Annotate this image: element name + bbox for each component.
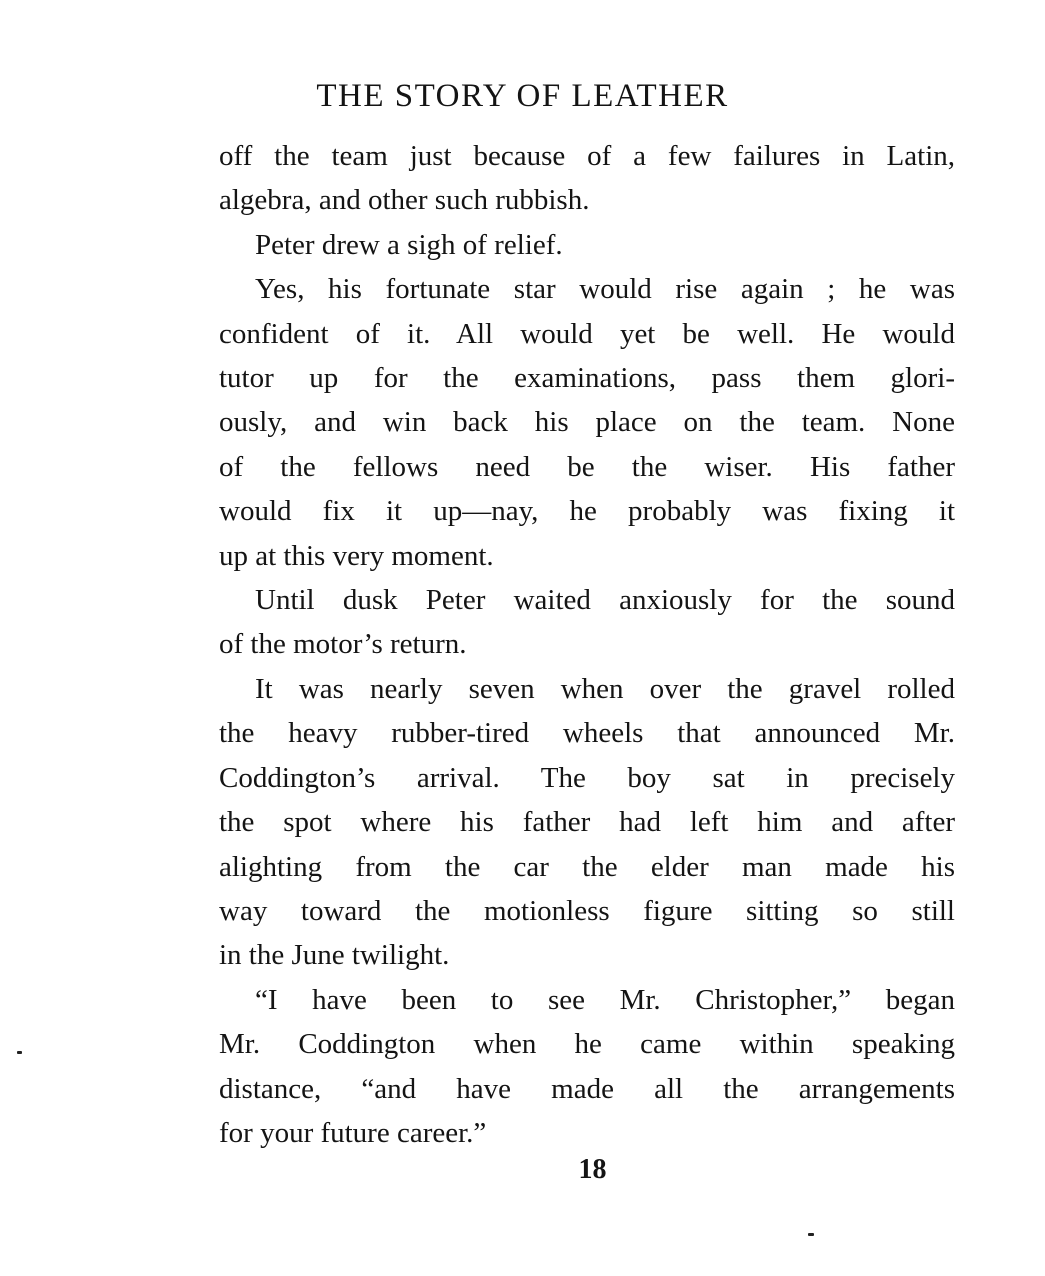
text-line: distance, “and have made all the arrangements — [219, 1072, 955, 1105]
text-line: in the June twilight. — [219, 939, 450, 972]
body-text — [219, 134, 955, 1155]
text-line: the heavy rubber-tired wheels that announced Mr. — [219, 717, 955, 750]
text-line: of the fellows need be the wiser. His father — [219, 450, 955, 483]
running-header: THE STORY OF LEATHER — [316, 78, 729, 114]
text-line: Peter drew a sigh of relief. — [255, 228, 563, 261]
text-line: Mr. Coddington when he came within speaking — [219, 1028, 955, 1061]
text-line: the spot where his father had left him and after — [219, 806, 955, 839]
scan-speck — [17, 1051, 22, 1054]
paragraph — [219, 578, 955, 667]
text-line: algebra, and other such rubbish. — [219, 184, 590, 217]
text-line: for your future career.” — [219, 1116, 487, 1149]
text-line: Yes, his fortunate star would rise again ; he was — [255, 273, 955, 306]
paragraph — [219, 978, 955, 1156]
text-line: Until dusk Peter waited anxiously for the sound — [255, 584, 955, 617]
text-line: off the team just because of a few failures in Latin, — [219, 140, 955, 172]
paragraph — [219, 267, 955, 578]
text-line: Coddington’s arrival. The boy sat in precisely — [219, 761, 955, 794]
text-line: confident of it. All would yet be well. He would — [219, 317, 955, 350]
text-line: It was nearly seven when over the gravel rolled — [255, 672, 955, 705]
paragraph — [219, 223, 955, 267]
text-line: up at this very moment. — [219, 539, 494, 572]
paragraph — [219, 134, 955, 223]
text-line: tutor up for the examinations, pass them glori- — [219, 362, 955, 395]
page-number: 18 — [578, 1154, 607, 1185]
text-line: would fix it up—nay, he probably was fixing it — [219, 495, 955, 528]
paragraph — [219, 667, 955, 978]
text-line: “I have been to see Mr. Christopher,” began — [255, 983, 955, 1016]
text-line: of the motor’s return. — [219, 628, 467, 661]
scan-speck — [808, 1233, 814, 1236]
text-line: alighting from the car the elder man made his — [219, 850, 955, 883]
text-line: ously, and win back his place on the team. None — [219, 406, 955, 439]
text-line: way toward the motionless figure sitting so still — [219, 894, 955, 927]
